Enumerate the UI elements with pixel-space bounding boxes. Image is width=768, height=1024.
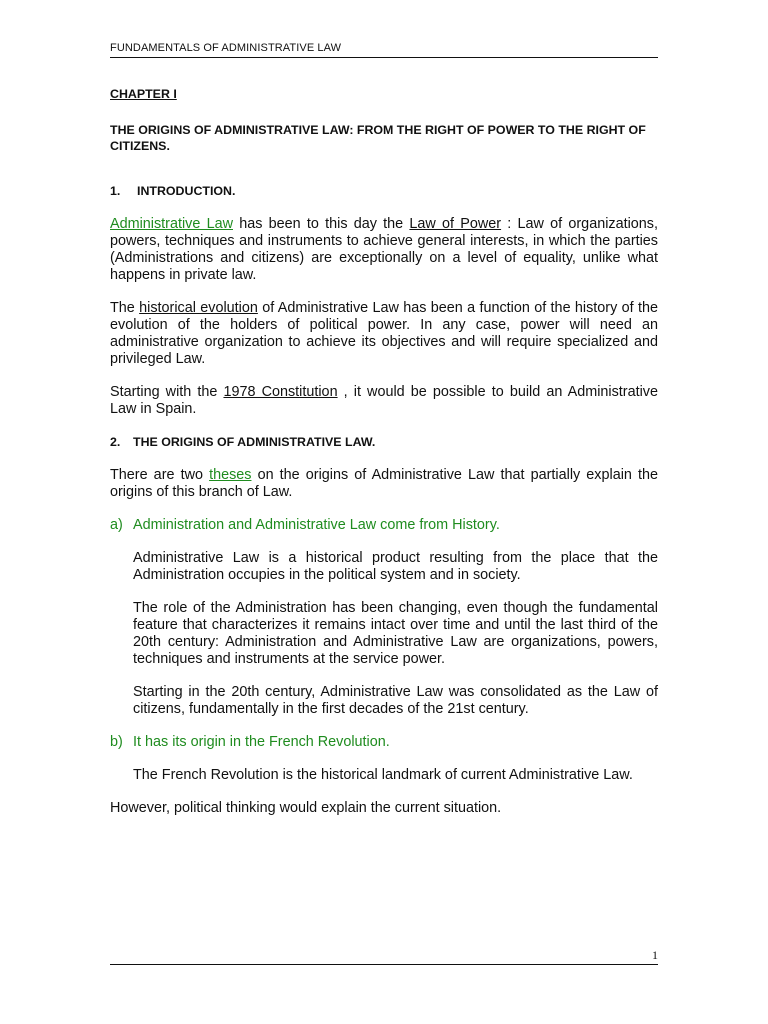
section-title: THE ORIGINS OF ADMINISTRATIVE LAW. — [133, 435, 376, 449]
paragraph-closing: However, political thinking would explain the current situation. — [110, 800, 502, 816]
paragraph-item-b-1: The French Revolution is the historical landmark of current Administrative Law. — [133, 767, 633, 783]
term-1978-constitution: 1978 Constitution — [223, 384, 338, 400]
term-law-of-power: Law of Power — [409, 216, 502, 232]
header-rule — [110, 57, 658, 58]
paragraph-intro-2 — [110, 300, 658, 368]
text-run: There are two — [110, 467, 210, 483]
section-number: 2. — [110, 435, 121, 449]
list-item-title: It has its origin in the French Revolution. — [133, 734, 390, 750]
administrative-law-link[interactable]: Administrative Law — [110, 216, 233, 232]
paragraph-item-a-3: Starting in the 20th century, Administrative Law was consolidated as the Law of citizens, fundamentally in the first decades of the 21st century. — [133, 684, 658, 717]
list-item-title: Administration and Administrative Law come from History. — [133, 517, 500, 533]
footer-rule — [110, 964, 658, 965]
text-run: has been to this day the — [233, 216, 410, 232]
text-run: of Administrative Law has been a function of the history of the evolution of the holders of political power. In any case, power will need an administrative organization to achieve its objectives and will require specialized and privileged Law. — [110, 300, 658, 367]
chapter-label: CHAPTER I — [110, 87, 177, 101]
list-marker: b) — [110, 734, 123, 750]
text-run: , it would be possible to build an Administrative Law in Spain. — [110, 384, 658, 417]
paragraph-intro-3 — [110, 384, 658, 418]
chapter-title: THE ORIGINS OF ADMINISTRATIVE LAW: FROM THE RIGHT OF POWER TO THE RIGHT OF CITIZENS. — [110, 123, 646, 153]
text-run: The — [110, 300, 140, 316]
text-run: : Law of organizations, powers, techniques and instruments to achieve general interests, in which the parties (Administrations and citizens) are exceptionally on a level of equality, unlike what happens in private law. — [110, 216, 658, 283]
running-header: FUNDAMENTALS OF ADMINISTRATIVE LAW — [110, 42, 342, 54]
theses-link[interactable]: theses — [209, 467, 252, 483]
paragraph-item-a-1: Administrative Law is a historical product resulting from the place that the Administration occupies in the political system and in society. — [133, 550, 658, 583]
paragraph-intro-1 — [110, 216, 658, 284]
section-heading-origins — [110, 434, 658, 451]
list-item-a — [110, 517, 658, 534]
section-title: INTRODUCTION. — [137, 184, 236, 198]
page-content — [110, 86, 658, 833]
section-number: 1. — [110, 184, 121, 198]
paragraph-item-a-2: The role of the Administration has been changing, even though the fundamental feature that characterizes it remains intact over time and until the last third of the 20th century: Administration and Administrative Law are organizations, powers, techniques and instruments at the service power. — [133, 600, 658, 667]
page-number: 1 — [652, 948, 658, 962]
term-historical-evolution: historical evolution — [139, 300, 258, 316]
list-item-b — [110, 734, 658, 751]
list-marker: a) — [110, 517, 123, 533]
text-run: on the origins of Administrative Law that partially explain the origins of this branch of Law. — [110, 467, 659, 500]
section-heading-introduction — [110, 183, 658, 200]
text-run: Starting with the — [110, 384, 224, 400]
paragraph-origins-intro — [110, 467, 658, 501]
